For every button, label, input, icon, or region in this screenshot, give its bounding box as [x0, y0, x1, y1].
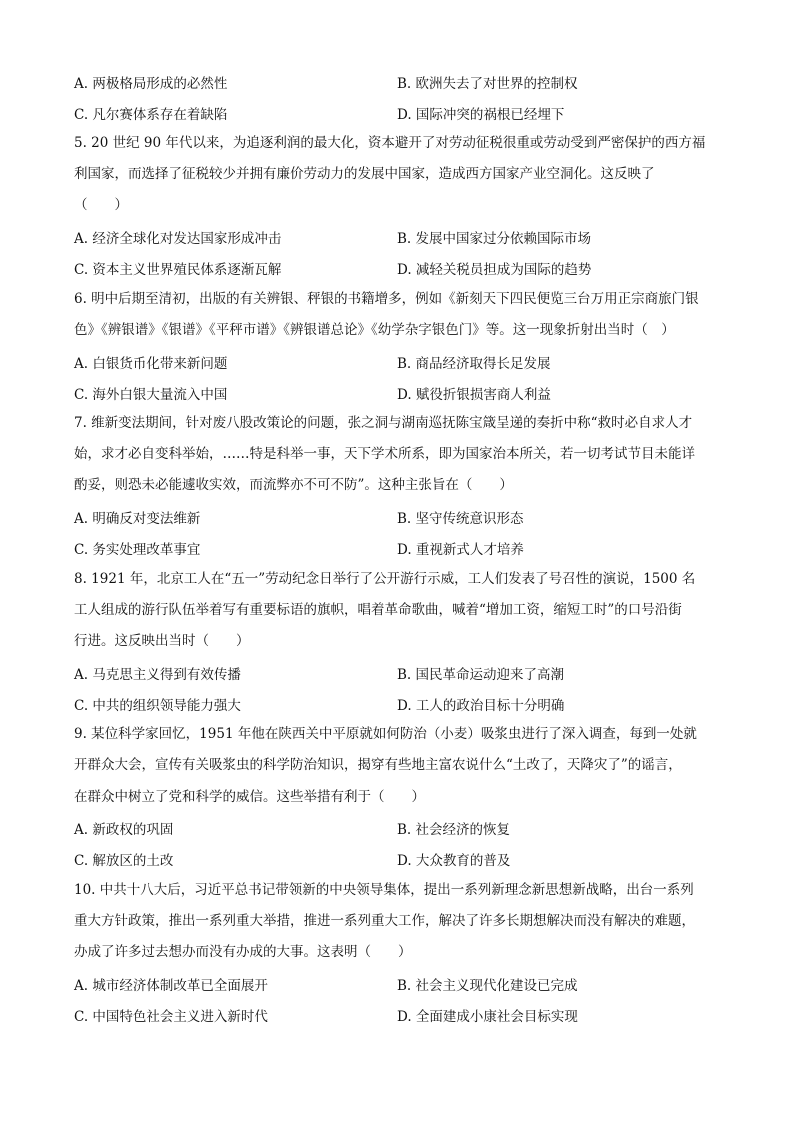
question-7	[74, 408, 720, 564]
option-row	[74, 533, 720, 564]
stem-line: 工人组成的游行队伍举着写有重要标语的旗帜，唱着革命歌曲，喊着“增加工资，缩短工时”的口号沿街	[74, 601, 682, 618]
question-5	[74, 128, 720, 284]
option-c: C. 解放区的土改	[74, 853, 174, 870]
option-c: C. 务实处理改革事宜	[74, 542, 201, 559]
option-row	[74, 813, 720, 844]
stem-line: 6. 明中后期至清初，出版的有关辨银、秤银的书籍增多，例如《新刻天下四民便览三台万用正宗商旅门银	[74, 290, 699, 307]
option-a: A. 两极格局形成的必然性	[74, 75, 228, 92]
question-stem	[74, 284, 720, 346]
option-c: C. 资本主义世界殖民体系逐渐瓦解	[74, 262, 282, 279]
option-row	[74, 502, 720, 533]
stem-line: 在群众中树立了党和科学的威信。这些举措有利于（ ）	[74, 788, 425, 805]
question-stem	[74, 564, 720, 658]
option-a: A. 马克思主义得到有效传播	[74, 666, 241, 683]
option-row	[74, 377, 720, 408]
option-b: B. 坚守传统意识形态	[397, 511, 524, 528]
option-d: D. 国际冲突的祸根已经埋下	[397, 106, 565, 123]
option-d: D. 工人的政治目标十分明确	[397, 697, 565, 714]
option-a: A. 经济全球化对发达国家形成冲击	[74, 231, 282, 248]
q4-options	[74, 66, 720, 128]
option-b: B. 社会主义现代化建设已完成	[397, 977, 578, 994]
stem-line: 开群众大会，宣传有关吸浆虫的科学防治知识，揭穿有些地主富农说什么“土改了，天降灾了”的谣言，	[74, 757, 682, 774]
option-row	[74, 222, 720, 253]
stem-line: 利国家，而选择了征税较少并拥有廉价劳动力的发展中国家，造成西方国家产业空洞化。这反映了	[74, 166, 655, 183]
option-d: D. 减轻关税员担成为国际的趋势	[397, 262, 592, 279]
option-d: D. 大众教育的普及	[397, 853, 511, 870]
option-row	[74, 844, 720, 875]
question-stem	[74, 408, 720, 502]
question-8	[74, 564, 720, 720]
stem-line: 5. 20 世纪 90 年代以来，为追逐利润的最大化，资本避开了对劳动征税很重或劳动受到严密保护的西方福	[74, 135, 706, 151]
question-6	[74, 284, 720, 408]
exam-page	[74, 66, 720, 1030]
option-d: D. 全面建成小康社会目标实现	[397, 1008, 578, 1025]
option-row	[74, 999, 720, 1030]
stem-line: 8. 1921 年，北京工人在“五一”劳动纪念日举行了公开游行示威，工人们发表了号召性的演说，1500 名	[74, 570, 696, 587]
option-b: B. 发展中国家过分依赖国际市场	[397, 231, 592, 248]
stem-line: 酌妥，则恐未必能遽收实效，而流弊亦不可不防”。这种主张旨在（ ）	[74, 477, 513, 494]
option-row	[74, 968, 720, 999]
stem-line: 9. 某位科学家回忆，1951 年他在陕西关中平原就如何防治（小麦）吸浆虫进行了深入调查，每到一处就	[74, 726, 697, 743]
question-stem	[74, 719, 720, 813]
option-row	[74, 253, 720, 284]
option-a: A. 明确反对变法维新	[74, 511, 201, 528]
stem-line: 始，求才必自变科举始，……特是科举一事，天下学术所系，即为国家治本所关，若一切考试节目未能详	[74, 446, 695, 463]
option-c: C. 海外白银大量流入中国	[74, 386, 228, 403]
stem-line: （ ）	[74, 197, 128, 214]
option-row	[74, 688, 720, 719]
stem-line: 行进。这反映出当时（ ）	[74, 633, 250, 650]
option-row	[74, 66, 720, 97]
stem-line: 重大方针政策，推出一系列重大举措，推进一系列重大工作，解决了许多长期想解决而没有解决的难题，	[74, 913, 695, 930]
option-b: B. 国民革命运动迎来了高潮	[397, 666, 565, 683]
option-b: B. 社会经济的恢复	[397, 822, 511, 839]
stem-line: 7. 维新变法期间，针对废八股改策论的问题，张之洞与湖南巡抚陈宝箴呈递的奏折中称“救时必自求人才	[74, 415, 693, 432]
option-row	[74, 97, 720, 128]
stem-line: 办成了许多过去想办而没有办成的大事。这表明（ ）	[74, 944, 412, 961]
stem-line: 10. 中共十八大后，习近平总书记带领新的中央领导集体，提出一系列新理念新思想新战略，出台一系列	[74, 881, 694, 898]
stem-line: 色》《辨银谱》《银谱》《平秤市谱》《辨银谱总论》《幼学杂字银色门》等。这一现象折射出当时（ ）	[74, 321, 675, 338]
option-a: A. 白银货币化带来新问题	[74, 355, 228, 372]
question-stem	[74, 128, 720, 222]
option-b: B. 商品经济取得长足发展	[397, 355, 551, 372]
question-9	[74, 719, 720, 875]
option-row	[74, 346, 720, 377]
option-d: D. 重视新式人才培养	[397, 542, 524, 559]
option-a: A. 城市经济体制改革已全面展开	[74, 977, 268, 994]
option-b: B. 欧洲失去了对世界的控制权	[397, 75, 578, 92]
option-d: D. 赋役折银损害商人利益	[397, 386, 551, 403]
question-10	[74, 875, 720, 1031]
option-c: C. 中共的组织领导能力强大	[74, 697, 241, 714]
option-c: C. 中国特色社会主义进入新时代	[74, 1008, 268, 1025]
option-c: C. 凡尔赛体系存在着缺陷	[74, 106, 228, 123]
question-stem	[74, 875, 720, 969]
option-a: A. 新政权的巩固	[74, 822, 174, 839]
option-row	[74, 657, 720, 688]
